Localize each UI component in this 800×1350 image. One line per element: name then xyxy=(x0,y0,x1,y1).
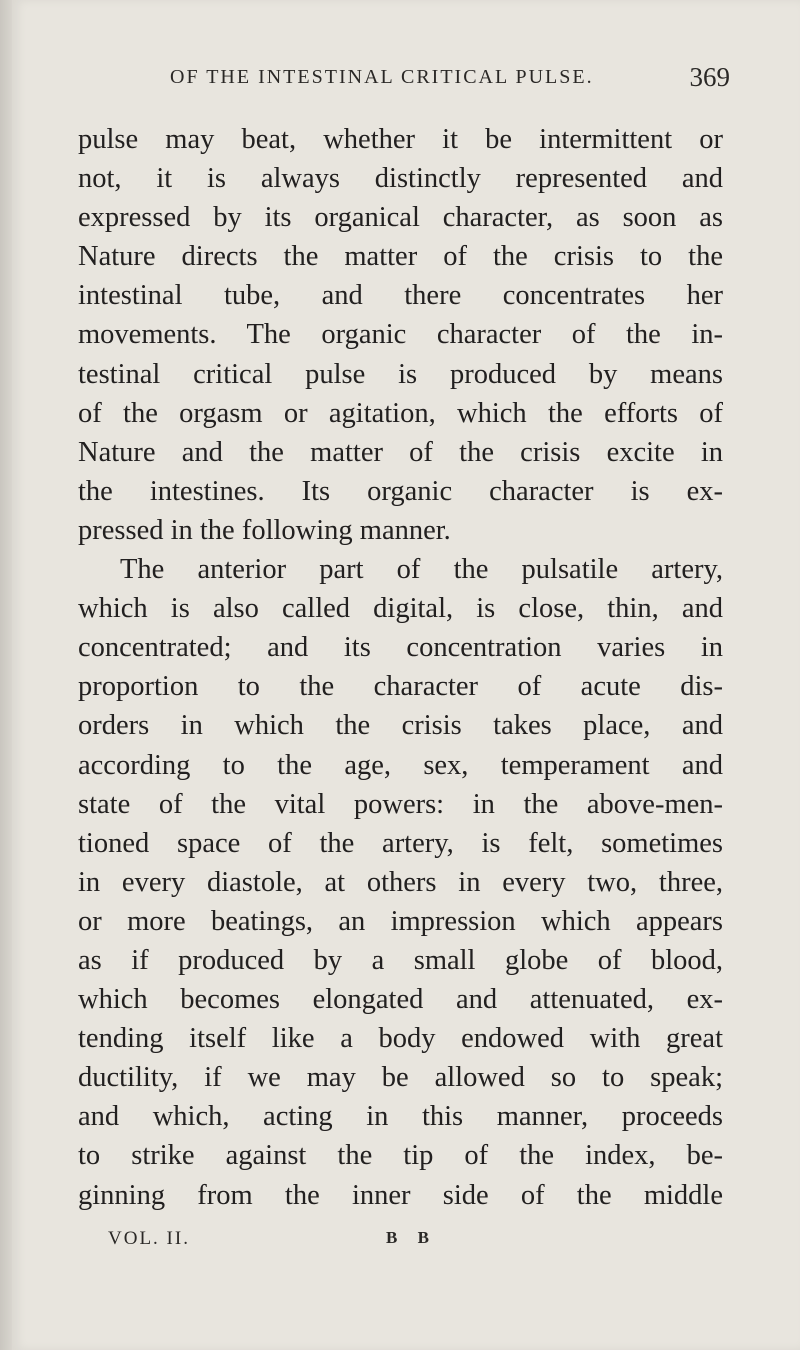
signature-line xyxy=(108,1228,468,1258)
paragraph-1 xyxy=(78,120,723,550)
text-line: pressed in the following manner. xyxy=(78,514,451,546)
text-line: Nature and the matter of the crisis excite in xyxy=(78,436,723,468)
text-line: the intestines. Its organic character is ex- xyxy=(78,475,723,507)
text-line: pulse may beat, whether it be intermittent or xyxy=(78,124,723,155)
page-number: 369 xyxy=(689,62,730,92)
text-line: movements. The organic character of the in- xyxy=(78,319,723,351)
text-line: proportion to the character of acute dis- xyxy=(78,671,723,703)
text-line: tioned space of the artery, is felt, sometimes xyxy=(78,827,723,859)
text-line: The anterior part of the pulsatile artery, xyxy=(120,554,723,586)
text-line: in every diastole, at others in every two, three, xyxy=(78,866,723,898)
running-title: OF THE INTESTINAL CRITICAL PULSE. xyxy=(170,66,594,88)
text-line: according to the age, sex, temperament and xyxy=(78,749,723,781)
binding-gutter xyxy=(0,0,12,1350)
signature-mark: B B xyxy=(386,1228,437,1247)
text-line: not, it is always distinctly represented and xyxy=(78,163,723,195)
text-line: Nature directs the matter of the crisis to the xyxy=(78,241,723,273)
text-line: expressed by its organical character, as soon as xyxy=(78,202,723,234)
text-line: which is also called digital, is close, thin, and xyxy=(78,593,723,625)
text-line: to strike against the tip of the index, be- xyxy=(78,1140,723,1172)
text-line: of the orgasm or agitation, which the efforts of xyxy=(78,397,723,429)
volume-label: VOL. II. xyxy=(108,1228,190,1249)
text-line: concentrated; and its concentration varies in xyxy=(78,632,723,664)
text-line: intestinal tube, and there concentrates her xyxy=(78,280,723,312)
running-head xyxy=(170,62,730,96)
text-line: tending itself like a body endowed with great xyxy=(78,1023,723,1055)
text-line: ginning from the inner side of the middle xyxy=(78,1179,723,1211)
text-line: as if produced by a small globe of blood, xyxy=(78,944,723,976)
text-line: orders in which the crisis takes place, and xyxy=(78,710,723,742)
paragraph-2 xyxy=(78,550,723,1215)
text-line: or more beatings, an impression which appears xyxy=(78,905,723,937)
text-line: state of the vital powers: in the above-men- xyxy=(78,788,723,820)
body-text xyxy=(78,120,723,1215)
text-line: and which, acting in this manner, proceeds xyxy=(78,1101,723,1133)
text-line: ductility, if we may be allowed so to speak; xyxy=(78,1062,723,1094)
text-line: testinal critical pulse is produced by means xyxy=(78,358,723,390)
text-line: which becomes elongated and attenuated, ex- xyxy=(78,984,723,1016)
